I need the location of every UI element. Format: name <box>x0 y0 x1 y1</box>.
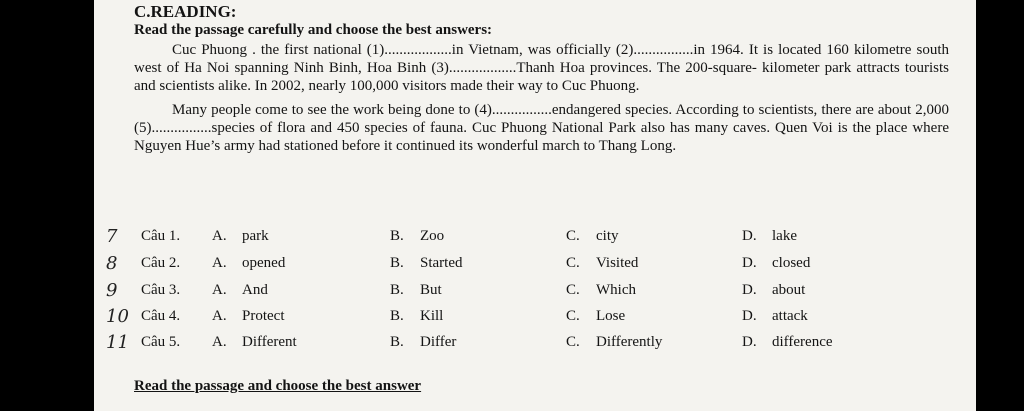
option-d: D. about <box>742 282 806 298</box>
option-b: B. But <box>390 282 442 298</box>
passage-paragraph-1: Cuc Phuong . the first national (1)..................in Vietnam, was officially (2)................in 1964. It is located 160 kilometre south west of Ha Noi spanning Ninh Binh, Hoa Binh (3)..................Thanh Hoa provinces. The 200-square- kilometer park attracts tourists and scientists alike. In 2002, nearly 100,000 visitors made their way to Cuc Phuong. <box>134 42 949 94</box>
option-c: C. Which <box>566 282 636 298</box>
option-d: D. attack <box>742 308 808 324</box>
handwritten-number: 11 <box>106 332 129 353</box>
reading-passage <box>134 41 949 155</box>
option-c: C. Visited <box>566 255 639 271</box>
question-label: Câu 4. <box>141 308 181 324</box>
option-a: A. opened <box>212 255 286 271</box>
option-c: C. Lose <box>566 308 626 324</box>
footer-instruction: Read the passage and choose the best answer <box>134 378 422 394</box>
option-a: A. And <box>212 282 268 298</box>
option-c: C. Differently <box>566 334 663 350</box>
passage-paragraph-2: Many people come to see the work being done to (4)................endangered species. According to scientists, there are about 2,000 (5)................species of flora and 450 species of fauna. Cuc Phuong National Park also has many caves. Quen Voi is the place where Nguyen Hue’s army had stationed before it continued its wonderful march to Thang Long. <box>134 102 949 154</box>
question-label: Câu 5. <box>141 334 181 350</box>
section-title: C.READING: <box>134 2 237 21</box>
question-row-4 <box>94 308 976 334</box>
handwritten-number: 7 <box>106 226 118 247</box>
question-row-5 <box>94 334 976 360</box>
handwritten-number: 10 <box>106 306 129 327</box>
option-b: B. Kill <box>390 308 444 324</box>
question-row-3 <box>94 282 976 308</box>
question-label: Câu 2. <box>141 255 181 271</box>
option-d: D. closed <box>742 255 811 271</box>
option-b: B. Differ <box>390 334 457 350</box>
option-c: C. city <box>566 228 619 244</box>
option-a: A. park <box>212 228 269 244</box>
question-label: Câu 1. <box>141 228 181 244</box>
question-label: Câu 3. <box>141 282 181 298</box>
option-b: B. Started <box>390 255 463 271</box>
question-row-2 <box>94 255 976 281</box>
instruction: Read the passage carefully and choose the best answers: <box>134 22 493 38</box>
option-d: D. lake <box>742 228 797 244</box>
option-b: B. Zoo <box>390 228 445 244</box>
option-d: D. difference <box>742 334 833 350</box>
option-a: A. Different <box>212 334 297 350</box>
document-page <box>94 0 976 411</box>
handwritten-number: 8 <box>106 253 118 274</box>
handwritten-number: 9 <box>106 280 118 301</box>
question-row-1 <box>94 228 976 254</box>
option-a: A. Protect <box>212 308 285 324</box>
